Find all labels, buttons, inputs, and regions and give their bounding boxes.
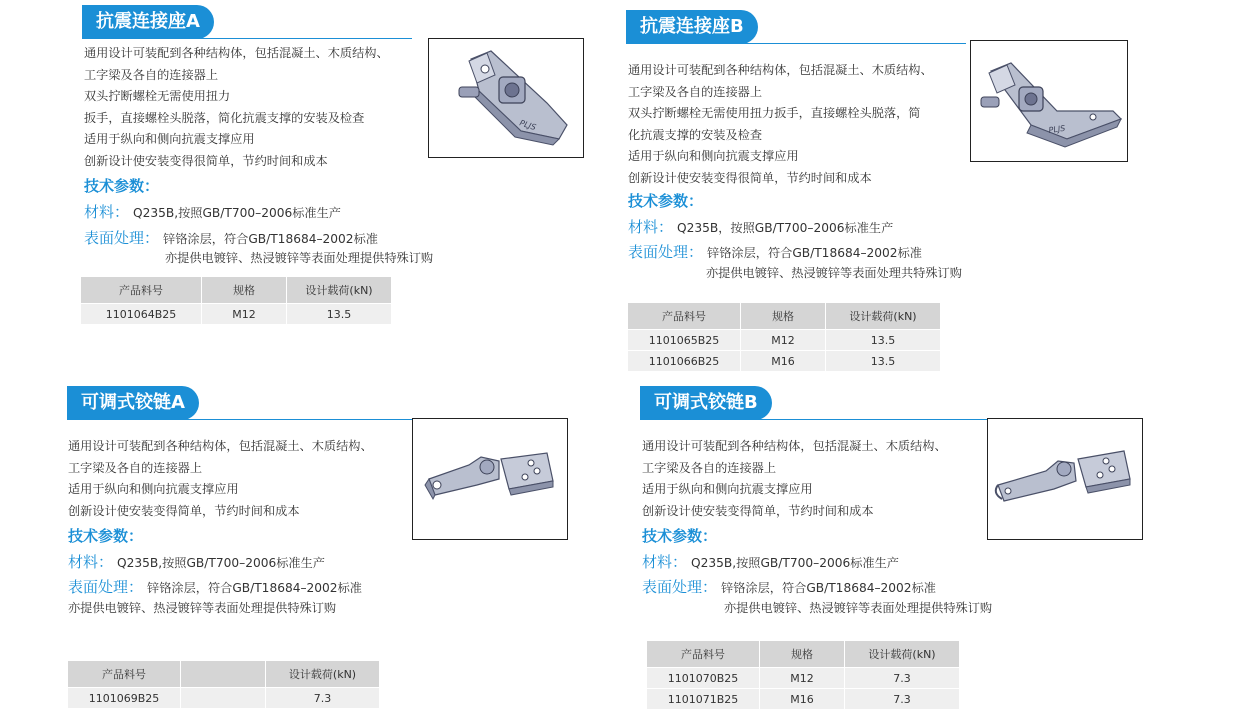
product-image-hinge-a <box>412 418 568 540</box>
table-row <box>628 351 941 372</box>
material-label: 材料： <box>642 553 688 571</box>
surface-line <box>628 241 922 262</box>
title-underline <box>82 38 412 39</box>
material-line <box>68 551 325 572</box>
table-row <box>647 689 960 710</box>
material-label: 材料： <box>628 218 674 236</box>
col-spec: 规格 <box>760 641 845 668</box>
spec-title: 技术参数： <box>642 527 718 545</box>
desc-line: 双头拧断螺栓无需使用扭力 <box>84 89 231 103</box>
desc-line: 化抗震支撑的安装及检查 <box>628 127 763 142</box>
material-label: 材料： <box>68 553 114 571</box>
section-title: 可调式铰链B <box>640 386 772 420</box>
brand-mark: PLJS <box>518 118 538 133</box>
surface-line <box>84 227 378 248</box>
description <box>84 43 389 172</box>
desc-line: 通用设计可装配到各种结构体，包括混凝土、木质结构、 <box>628 63 933 77</box>
cell-spec: M12 <box>202 304 287 325</box>
spec-table <box>646 640 960 710</box>
section-title: 可调式铰链A <box>67 386 199 420</box>
desc-line: 创新设计使安装变得简单，节约时间和成本 <box>642 503 874 518</box>
desc-line: 适用于纵向和侧向抗震支撑应用 <box>84 132 255 146</box>
desc-line: 创新设计使安装变得简单，节约时间和成本 <box>68 503 300 518</box>
description <box>68 436 373 522</box>
col-load: 设计载荷(kN) <box>266 661 380 688</box>
surface-line <box>68 576 362 597</box>
cell-load: 13.5 <box>287 304 392 325</box>
cell-part-no: 1101071B25 <box>647 689 760 710</box>
spec-title: 技术参数： <box>84 177 160 195</box>
bracket-a-drawing <box>429 39 583 157</box>
desc-line: 通用设计可装配到各种结构体，包括混凝土、木质结构、 <box>68 439 373 453</box>
surface-label: 表面处理： <box>642 578 718 596</box>
hinge-a-drawing <box>413 419 567 539</box>
material-value: Q235B,按照GB/T700–2006标准生产 <box>133 206 341 220</box>
surface-value: 锌铬涂层，符合GB/T18684–2002标准 <box>707 246 922 260</box>
desc-line: 扳手，直接螺栓头脱落，简化抗震支撑的安装及检查 <box>84 110 365 125</box>
desc-line: 通用设计可装配到各种结构体，包括混凝土、木质结构、 <box>84 46 389 60</box>
col-load: 设计载荷(kN) <box>826 303 941 330</box>
table-header-row <box>68 661 380 688</box>
description <box>642 436 947 522</box>
cell-part-no: 1101064B25 <box>81 304 202 325</box>
surface-value: 锌铬涂层，符合GB/T18684–2002标准 <box>721 581 936 595</box>
brand-mark: PLJS <box>1048 123 1066 135</box>
desc-line: 工字梁及各自的连接器上 <box>84 67 219 82</box>
material-line <box>642 551 899 572</box>
product-image-bracket-b <box>970 40 1128 162</box>
desc-line: 通用设计可装配到各种结构体，包括混凝土、木质结构、 <box>642 439 947 453</box>
title-underline <box>640 419 988 420</box>
product-image-bracket-a <box>428 38 584 158</box>
cell-spec: M16 <box>760 689 845 710</box>
desc-line: 适用于纵向和侧向抗震支撑应用 <box>68 482 239 496</box>
spec-title: 技术参数： <box>68 527 144 545</box>
table-header-row <box>628 303 941 330</box>
cell-load: 7.3 <box>266 688 380 709</box>
table-header-row <box>81 277 392 304</box>
table-row <box>68 688 380 709</box>
material-value: Q235B，按照GB/T700–2006标准生产 <box>677 221 894 235</box>
spec-table <box>627 302 941 372</box>
table-row <box>81 304 392 325</box>
desc-line: 创新设计使安装变得很简单，节约时间和成本 <box>628 170 872 185</box>
spec-table <box>80 276 392 325</box>
cell-spec: M12 <box>760 668 845 689</box>
surface-value: 锌铬涂层，符合GB/T18684–2002标准 <box>147 581 362 595</box>
surface-value: 锌铬涂层，符合GB/T18684–2002标准 <box>163 232 378 246</box>
desc-line: 创新设计使安装变得很简单，节约时间和成本 <box>84 153 328 168</box>
cell-part-no: 1101066B25 <box>628 351 741 372</box>
surface-extra: 亦提供电镀锌、热浸镀锌等表面处理共特殊订购 <box>706 266 962 280</box>
cell-spec: M12 <box>741 330 826 351</box>
surface-label: 表面处理： <box>68 578 144 596</box>
table-header-row <box>647 641 960 668</box>
spec-table <box>67 660 380 709</box>
cell-load: 7.3 <box>845 689 960 710</box>
col-part-no: 产品料号 <box>628 303 741 330</box>
surface-extra: 亦提供电镀锌、热浸镀锌等表面处理提供特殊订购 <box>68 601 337 615</box>
material-line <box>628 216 893 237</box>
surface-extra: 亦提供电镀锌、热浸镀锌等表面处理提供特殊订购 <box>165 251 434 265</box>
desc-line: 适用于纵向和侧向抗震支撑应用 <box>642 482 813 496</box>
col-spec: 规格 <box>202 277 287 304</box>
cell-part-no: 1101069B25 <box>68 688 181 709</box>
title-underline <box>626 43 966 44</box>
cell-part-no: 1101070B25 <box>647 668 760 689</box>
cell-spec <box>181 688 266 709</box>
spec-title: 技术参数： <box>628 192 704 210</box>
col-spec <box>181 661 266 688</box>
surface-extra: 亦提供电镀锌、热浸镀锌等表面处理提供特殊订购 <box>724 601 993 615</box>
material-value: Q235B,按照GB/T700–2006标准生产 <box>117 556 325 570</box>
cell-load: 7.3 <box>845 668 960 689</box>
col-part-no: 产品料号 <box>68 661 181 688</box>
col-part-no: 产品料号 <box>81 277 202 304</box>
surface-line <box>642 576 936 597</box>
desc-line: 双头拧断螺栓无需使用扭力扳手，直接螺栓头脱落，简 <box>628 106 921 120</box>
section-title: 抗震连接座A <box>82 5 214 39</box>
product-image-hinge-b <box>987 418 1143 540</box>
cell-load: 13.5 <box>826 330 941 351</box>
desc-line: 工字梁及各自的连接器上 <box>68 460 203 475</box>
material-label: 材料： <box>84 203 130 221</box>
surface-label: 表面处理： <box>628 243 704 261</box>
desc-line: 工字梁及各自的连接器上 <box>628 84 763 99</box>
col-load: 设计载荷(kN) <box>287 277 392 304</box>
material-value: Q235B,按照GB/T700–2006标准生产 <box>691 556 899 570</box>
col-part-no: 产品料号 <box>647 641 760 668</box>
cell-spec: M16 <box>741 351 826 372</box>
material-line <box>84 201 341 222</box>
desc-line: 适用于纵向和侧向抗震支撑应用 <box>628 149 799 163</box>
cell-part-no: 1101065B25 <box>628 330 741 351</box>
desc-line: 工字梁及各自的连接器上 <box>642 460 777 475</box>
section-title: 抗震连接座B <box>626 10 758 44</box>
col-spec: 规格 <box>741 303 826 330</box>
table-row <box>628 330 941 351</box>
title-underline <box>67 419 412 420</box>
bracket-b-drawing <box>971 41 1127 161</box>
hinge-b-drawing <box>988 419 1142 539</box>
description <box>628 60 933 189</box>
cell-load: 13.5 <box>826 351 941 372</box>
col-load: 设计载荷(kN) <box>845 641 960 668</box>
table-row <box>647 668 960 689</box>
surface-label: 表面处理： <box>84 229 160 247</box>
